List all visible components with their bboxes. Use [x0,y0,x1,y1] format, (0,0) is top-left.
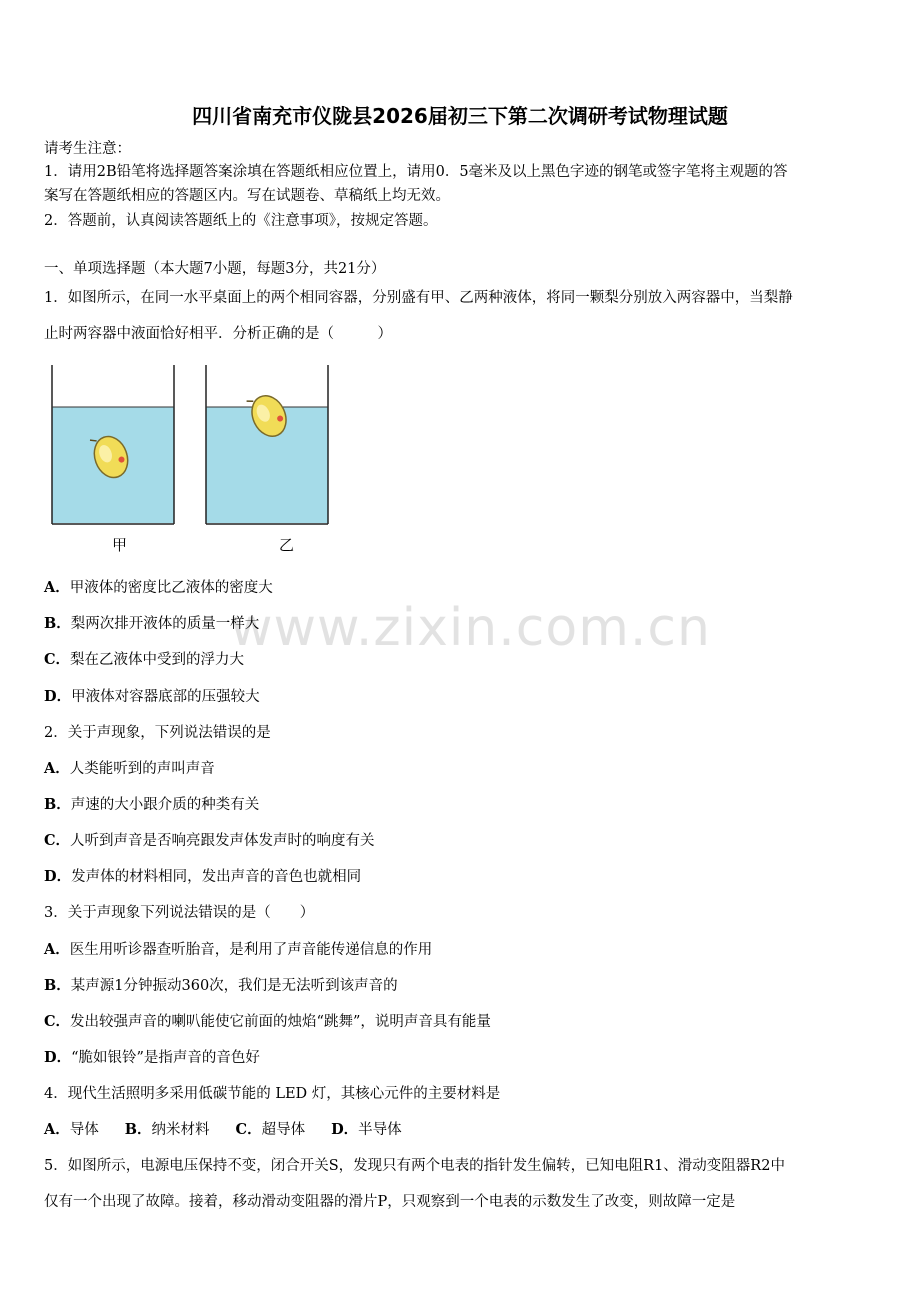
notice-item-1-cont: 案写在答题纸相应的答题区内。写在试题卷、草稿纸上均无效。 [44,188,450,204]
q4-option-a-letter: A． [44,1121,70,1138]
q5-stem-line1: 5．如图所示，电源电压保持不变，闭合开关S，发现只有两个电表的指针发生偏转，已知电阻R1、滑动变阻器R2中 [44,1158,785,1174]
q3-stem: 3．关于声现象下列说法错误的是（ ） [44,905,315,921]
q2-option-d: D．发声体的材料相同，发出声音的音色也就相同 [44,868,362,885]
q3-option-b: B．某声源1分钟振动360次，我们是无法听到该声音的 [44,977,398,994]
q4-option-b-letter: B． [124,1121,152,1138]
figure-label-yi: 乙 [279,536,295,554]
q1-stem-line1: 1．如图所示，在同一水平桌面上的两个相同容器，分别盛有甲、乙两种液体，将同一颗梨分别放入两容器中，当梨静 [44,290,793,306]
q4-option-d-letter: D． [331,1121,359,1138]
notice-item-1: 1．请用2B铅笔将选择题答案涂填在答题纸相应位置上，请用0．5毫米及以上黑色字迹的钢笔或签字笔将主观题的答 [44,164,788,180]
page-title: 四川省南充市仪陇县2026届初三下第二次调研考试物理试题 [192,104,728,128]
q3-option-d: D．“脆如银铃”是指声音的音色好 [44,1049,260,1066]
q1-stem-line2: 止时两容器中液面恰好相平．分析正确的是（ ） [44,326,392,342]
q4-option-d: 半导体 [358,1122,402,1138]
q1-option-c: C．梨在乙液体中受到的浮力大 [44,651,245,668]
q1-figure [40,360,340,560]
q2-stem: 2．关于声现象，下列说法错误的是 [44,725,271,741]
watermark: www.zixin.com.cn [230,598,711,658]
q5-stem-line2: 仅有一个出现了故障。接着，移动滑动变阻器的滑片P，只观察到一个电表的示数发生了改变，则故障一定是 [44,1194,736,1210]
q4-option-c-letter: C． [235,1121,262,1138]
q4-option-c: 超导体 [261,1122,306,1138]
section-heading: 一、单项选择题（本大题7小题，每题3分，共21分） [44,261,386,277]
figure-label-jia: 甲 [112,536,128,554]
q1-option-b: B．梨两次排开液体的质量一样大 [44,615,260,632]
q4-option-a: 导体 [69,1122,99,1138]
q4-stem: 4．现代生活照明多采用低碳节能的 LED 灯，其核心元件的主要材料是 [44,1086,501,1102]
q3-option-c: C．发出较强声音的喇叭能使它前面的烛焰“跳舞”，说明声音具有能量 [44,1013,491,1030]
q2-option-b: B．声速的大小跟介质的种类有关 [44,796,260,813]
notice-item-2: 2．答题前，认真阅读答题纸上的《注意事项》，按规定答题。 [44,213,438,229]
q4-options [44,1119,880,1141]
q3-option-a: A．医生用听诊器查听胎音，是利用了声音能传递信息的作用 [44,941,433,958]
container-jia [52,365,174,524]
q2-option-c: C．人听到声音是否响亮跟发声体发声时的响度有关 [44,832,375,849]
q1-option-a: A．甲液体的密度比乙液体的密度大 [44,579,273,596]
q2-option-a: A．人类能听到的声叫声音 [44,760,215,777]
notice-heading: 请考生注意： [44,141,131,157]
q1-option-d: D．甲液体对容器底部的压强较大 [44,688,260,705]
q4-option-b: 纳米材料 [151,1122,210,1138]
container-yi [206,365,328,524]
